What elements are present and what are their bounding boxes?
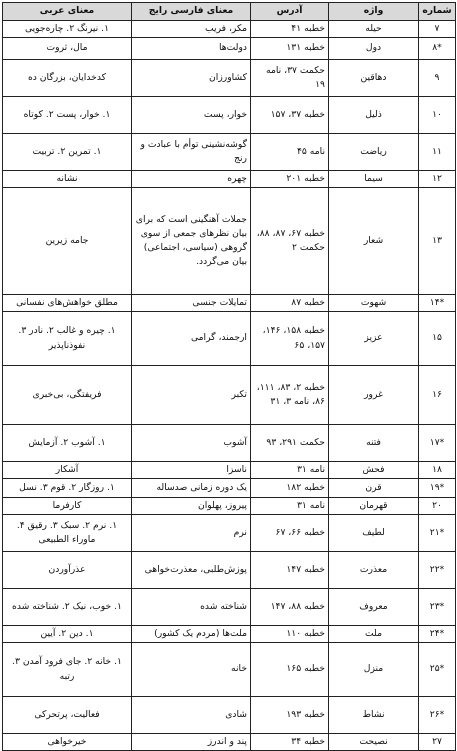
table-row (3, 734, 456, 751)
row-persian-meaning: گوشه‌نشینی توأم با عبادت و رنج (132, 134, 251, 171)
row-arabic-meaning: ۱. خوار، پست ۲. کوتاه (3, 97, 132, 134)
row-number: *۱۹ (419, 479, 456, 498)
row-address: خطبه ۱۳۱ (251, 38, 329, 60)
row-address: خطبه ۱۶۵ (251, 643, 329, 697)
row-persian-meaning: آشوب (132, 425, 251, 462)
table-row (3, 626, 456, 643)
table-row (3, 479, 456, 498)
row-arabic-meaning: عذرآوردن (3, 552, 132, 589)
row-arabic-meaning: خیرخواهی (3, 734, 132, 751)
table-row (3, 589, 456, 626)
row-number: ۷ (419, 21, 456, 38)
row-address: خطبه ۶۶، ۶۷ (251, 515, 329, 552)
row-persian-meaning: پوزش‌طلبی، معذرت‌خواهی (132, 552, 251, 589)
row-number: *۲۱ (419, 515, 456, 552)
row-word: معروف (329, 589, 419, 626)
row-number: *۲۵ (419, 643, 456, 697)
row-arabic-meaning: ۱. خانه ۲. جای فرود آمدن ۳. رتبه (3, 643, 132, 697)
row-address: خطبه ۴۱ (251, 21, 329, 38)
row-word: سیما (329, 171, 419, 188)
header-number: شماره (419, 3, 456, 21)
row-number: ۱۶ (419, 366, 456, 425)
table-row (3, 552, 456, 589)
row-arabic-meaning: فریفتگی، بی‌خبری (3, 366, 132, 425)
row-word: حیله (329, 21, 419, 38)
table-header (3, 3, 456, 21)
row-address: خطبه ۸۸، ۱۴۷ (251, 589, 329, 626)
row-arabic-meaning: ۱. آشوب ۲. آزمایش (3, 425, 132, 462)
row-word: دول (329, 38, 419, 60)
row-persian-meaning: دولت‌ها (132, 38, 251, 60)
table-row (3, 498, 456, 515)
row-word: لطیف (329, 515, 419, 552)
row-word: ذلیل (329, 97, 419, 134)
row-arabic-meaning: کارفرما (3, 498, 132, 515)
row-word: نشاط (329, 697, 419, 734)
row-word: ریاضت (329, 134, 419, 171)
row-number: ۲۷ (419, 734, 456, 751)
row-word: عزیز (329, 312, 419, 366)
table-row (3, 643, 456, 697)
row-arabic-meaning: آشکار (3, 462, 132, 479)
row-address: خطبه ۱۵۸، ۱۴۶، ۱۵۷، ۶۵ (251, 312, 329, 366)
row-persian-meaning: مکر، فریب (132, 21, 251, 38)
table-row (3, 425, 456, 462)
row-arabic-meaning: ۱. نیرنگ ۲. چاره‌جویی (3, 21, 132, 38)
row-number: *۲۶ (419, 697, 456, 734)
table-row (3, 312, 456, 366)
row-persian-meaning: تکبر (132, 366, 251, 425)
row-persian-meaning: چهره (132, 171, 251, 188)
row-persian-meaning: پند و اندرز (132, 734, 251, 751)
row-arabic-meaning: ۱. روزگار ۲. قوم ۳. نسل (3, 479, 132, 498)
row-number: ۱۸ (419, 462, 456, 479)
row-word: نصیحت (329, 734, 419, 751)
table-row (3, 697, 456, 734)
table-row (3, 171, 456, 188)
row-address: خطبه ۲۰۱ (251, 171, 329, 188)
row-arabic-meaning: مال، ثروت (3, 38, 132, 60)
row-number: ۱۳ (419, 188, 456, 295)
row-arabic-meaning: فعالیت، پرتحرکی (3, 697, 132, 734)
row-number: *۱۴ (419, 295, 456, 312)
row-persian-meaning: پیروز، پهلوان (132, 498, 251, 515)
row-persian-meaning: جملات آهنگینی است که برای بیان نظرهای جمعی از سوی گروهی (سیاسی، اجتماعی) بیان می‌گردد. (132, 188, 251, 295)
row-word: شعار (329, 188, 419, 295)
table-row (3, 462, 456, 479)
table-row (3, 188, 456, 295)
header-persian-meaning: معنای فارسی رایج (132, 3, 251, 21)
row-number: ۱۵ (419, 312, 456, 366)
row-arabic-meaning: ۱. دین ۲. آیین (3, 626, 132, 643)
row-persian-meaning: خوار، پست (132, 97, 251, 134)
row-word: فحش (329, 462, 419, 479)
row-address: خطبه ۸۷ (251, 295, 329, 312)
row-persian-meaning: شادی (132, 697, 251, 734)
row-number: *۲۴ (419, 626, 456, 643)
row-persian-meaning: تمایلات جنسی (132, 295, 251, 312)
table-row (3, 21, 456, 38)
row-address: نامه ۳۱ (251, 462, 329, 479)
row-address: خطبه ۳۷، ۱۵۷ (251, 97, 329, 134)
table-row (3, 295, 456, 312)
row-arabic-meaning: ۱. نرم ۲. سبک ۳. رقیق ۴. ماوراء الطبیعی (3, 515, 132, 552)
row-word: ملت (329, 626, 419, 643)
row-word: معذرت (329, 552, 419, 589)
table-row (3, 134, 456, 171)
row-address: نامه ۴۵ (251, 134, 329, 171)
row-number: *۲۳ (419, 589, 456, 626)
table-body (3, 21, 456, 751)
header-word: واژه (329, 3, 419, 21)
row-arabic-meaning: ۱. تمرین ۲. تربیت (3, 134, 132, 171)
row-address: خطبه ۲، ۸۳، ۱۱۱، ۸۶، نامه ۳، ۳۱ (251, 366, 329, 425)
row-number: ۱۱ (419, 134, 456, 171)
row-persian-meaning: یک دوره زمانی صدساله (132, 479, 251, 498)
row-word: دهاقین (329, 60, 419, 97)
row-persian-meaning: ناسزا (132, 462, 251, 479)
row-persian-meaning: ارجمند، گرامی (132, 312, 251, 366)
row-number: ۱۰ (419, 97, 456, 134)
table-row (3, 366, 456, 425)
row-word: منزل (329, 643, 419, 697)
row-address: حکمت ۳۷، نامه ۱۹ (251, 60, 329, 97)
row-number: ۲۰ (419, 498, 456, 515)
row-arabic-meaning: نشانه (3, 171, 132, 188)
row-arabic-meaning: ۱. چیره و غالب ۲. نادر ۳. نفوذناپذیر (3, 312, 132, 366)
row-word: شهوت (329, 295, 419, 312)
table-row (3, 515, 456, 552)
row-arabic-meaning: ۱. خوب، نیک ۲. شناخته شده (3, 589, 132, 626)
row-persian-meaning: خانه (132, 643, 251, 697)
row-address: خطبه ۶۷، ۸۷، ۸۸، حکمت ۲ (251, 188, 329, 295)
row-address: خطبه ۱۱۰ (251, 626, 329, 643)
row-persian-meaning: ملت‌ها (مردم یک کشور) (132, 626, 251, 643)
row-number: *۱۷ (419, 425, 456, 462)
row-number: ۹ (419, 60, 456, 97)
header-address: آدرس (251, 3, 329, 21)
row-address: حکمت ۲۹۱، ۹۳ (251, 425, 329, 462)
row-number: *۸ (419, 38, 456, 60)
row-address: خطبه ۳۴ (251, 734, 329, 751)
row-address: نامه ۳۱ (251, 498, 329, 515)
row-word: غرور (329, 366, 419, 425)
row-address: خطبه ۱۸۲ (251, 479, 329, 498)
header-arabic-meaning: معنای عربی (3, 3, 132, 21)
row-address: خطبه ۱۴۷ (251, 552, 329, 589)
row-word: قهرمان (329, 498, 419, 515)
row-persian-meaning: شناخته شده (132, 589, 251, 626)
row-number: *۲۲ (419, 552, 456, 589)
row-word: فتنه (329, 425, 419, 462)
glossary-table (2, 2, 456, 751)
row-persian-meaning: نرم (132, 515, 251, 552)
row-arabic-meaning: جامه زیرین (3, 188, 132, 295)
table-row (3, 38, 456, 60)
row-number: ۱۲ (419, 171, 456, 188)
row-arabic-meaning: کدخدایان، بزرگان ده (3, 60, 132, 97)
table-row (3, 60, 456, 97)
row-address: خطبه ۱۹۳ (251, 697, 329, 734)
row-arabic-meaning: مطلق خواهش‌های نفسانی (3, 295, 132, 312)
row-word: قرن (329, 479, 419, 498)
row-persian-meaning: کشاورزان (132, 60, 251, 97)
header-row (3, 3, 456, 21)
table-row (3, 97, 456, 134)
